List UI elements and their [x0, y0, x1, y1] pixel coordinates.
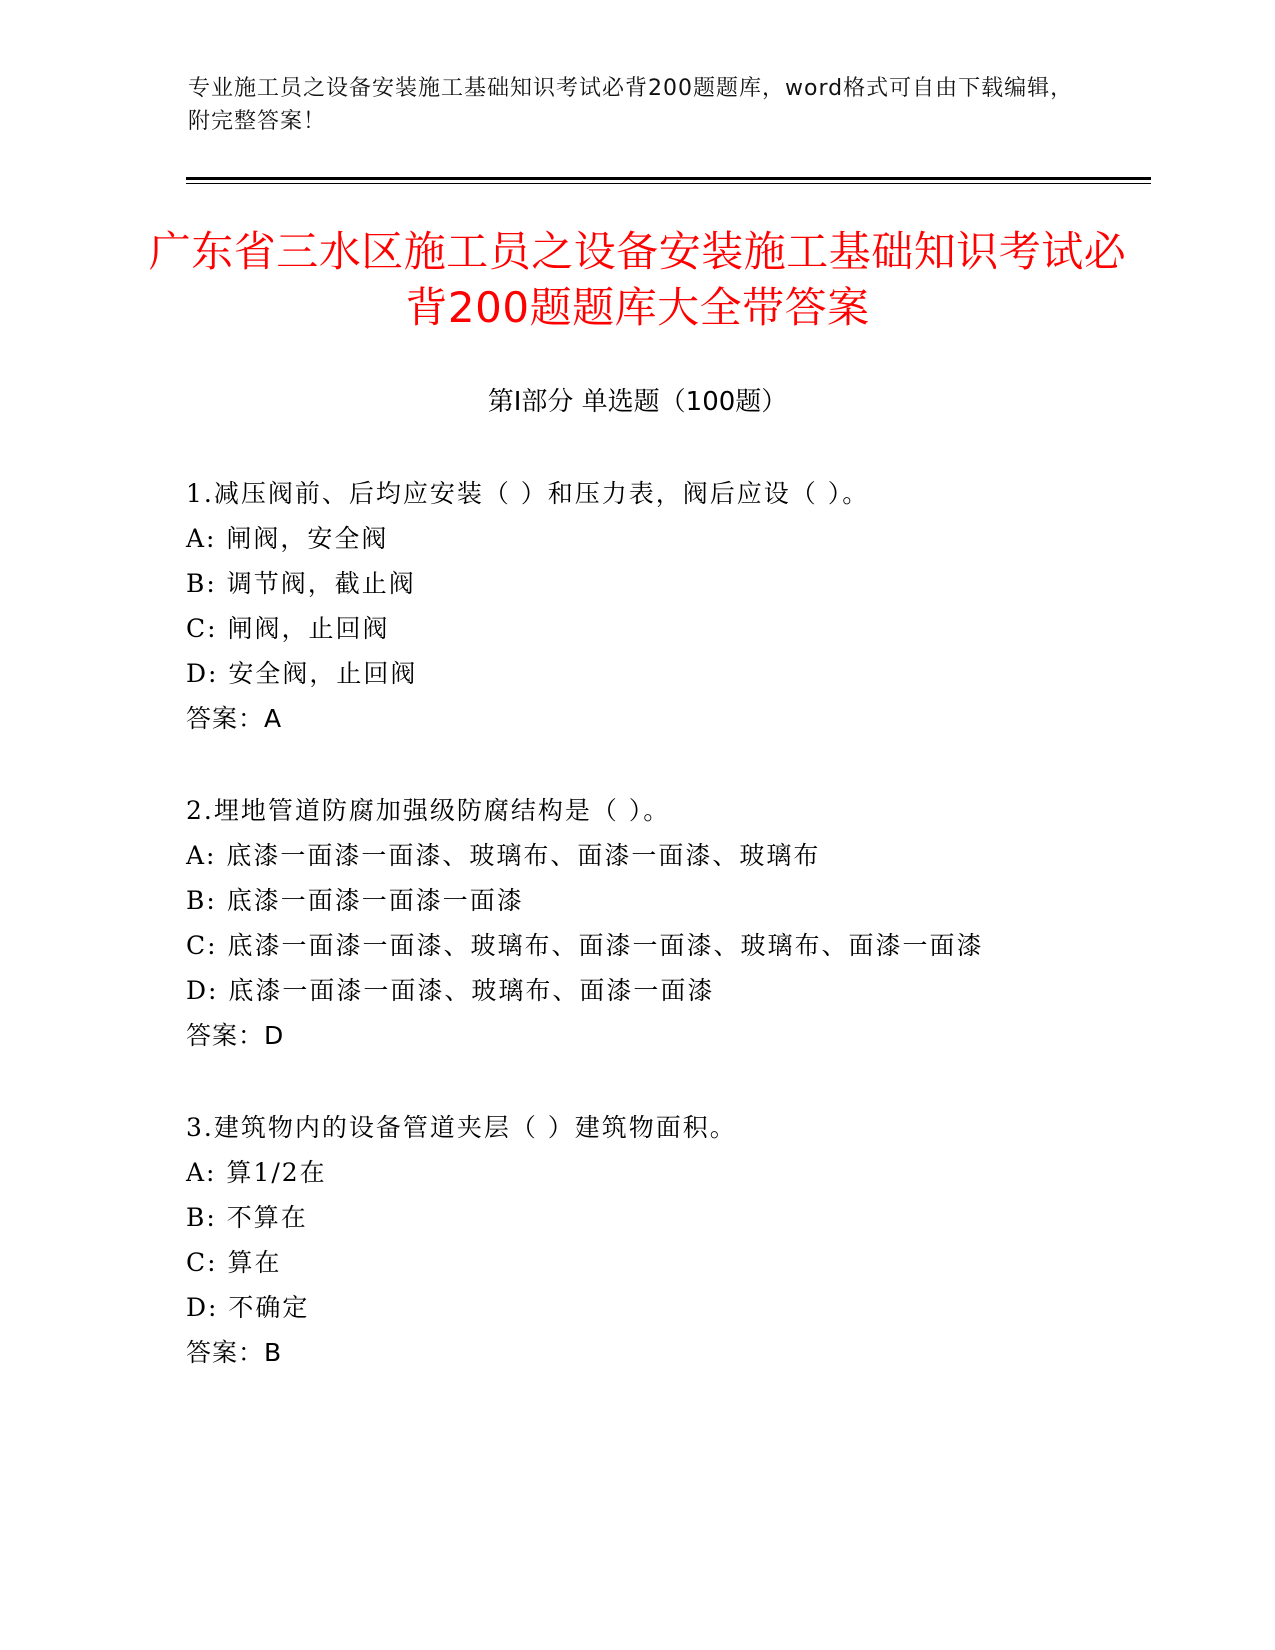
question-stem: 3.建筑物内的设备管道夹层（ ）建筑物面积。: [186, 1113, 737, 1142]
header-rule-thick: [186, 177, 1151, 180]
option-a: A: 闸阀，安全阀: [186, 524, 389, 553]
option-b: B: 底漆一面漆一面漆一面漆: [186, 886, 524, 915]
answer: 答案：D: [186, 1021, 285, 1050]
answer: 答案：A: [186, 704, 283, 733]
option-b: B: 不算在: [186, 1203, 308, 1232]
option-d: D: 安全阀，止回阀: [186, 659, 418, 688]
option-b: B: 调节阀，截止阀: [186, 569, 416, 598]
option-d: D: 底漆一面漆一面漆、玻璃布、面漆一面漆: [186, 976, 715, 1005]
question-3: [186, 1105, 1086, 1375]
section-title: 第Ⅰ部分 单选题（100题）: [487, 387, 788, 417]
option-c: C: 算在: [186, 1248, 282, 1277]
page-title: 广东省三水区施工员之设备安装施工基础知识考试必背200题题库大全带答案: [148, 227, 1127, 332]
option-a: A: 底漆一面漆一面漆、玻璃布、面漆一面漆、玻璃布: [186, 841, 821, 870]
option-d: D: 不确定: [186, 1293, 310, 1322]
question-stem: 2.埋地管道防腐加强级防腐结构是（ ）。: [186, 796, 671, 825]
option-a: A: 算1/2在: [186, 1158, 327, 1187]
option-c: C: 底漆一面漆一面漆、玻璃布、面漆一面漆、玻璃布、面漆一面漆: [186, 931, 984, 960]
question-2: [186, 788, 1086, 1058]
header-rule-thin: [186, 183, 1151, 184]
option-c: C: 闸阀，止回阀: [186, 614, 390, 643]
answer: 答案：B: [186, 1338, 283, 1367]
question-stem: 1.减压阀前、后均应安装（ ）和压力表，阀后应设（ ）。: [186, 479, 870, 508]
header-note: 专业施工员之设备安装施工基础知识考试必背200题题库，word格式可自由下载编辑，附完整答案！: [188, 76, 1074, 134]
question-1: [186, 471, 1086, 741]
